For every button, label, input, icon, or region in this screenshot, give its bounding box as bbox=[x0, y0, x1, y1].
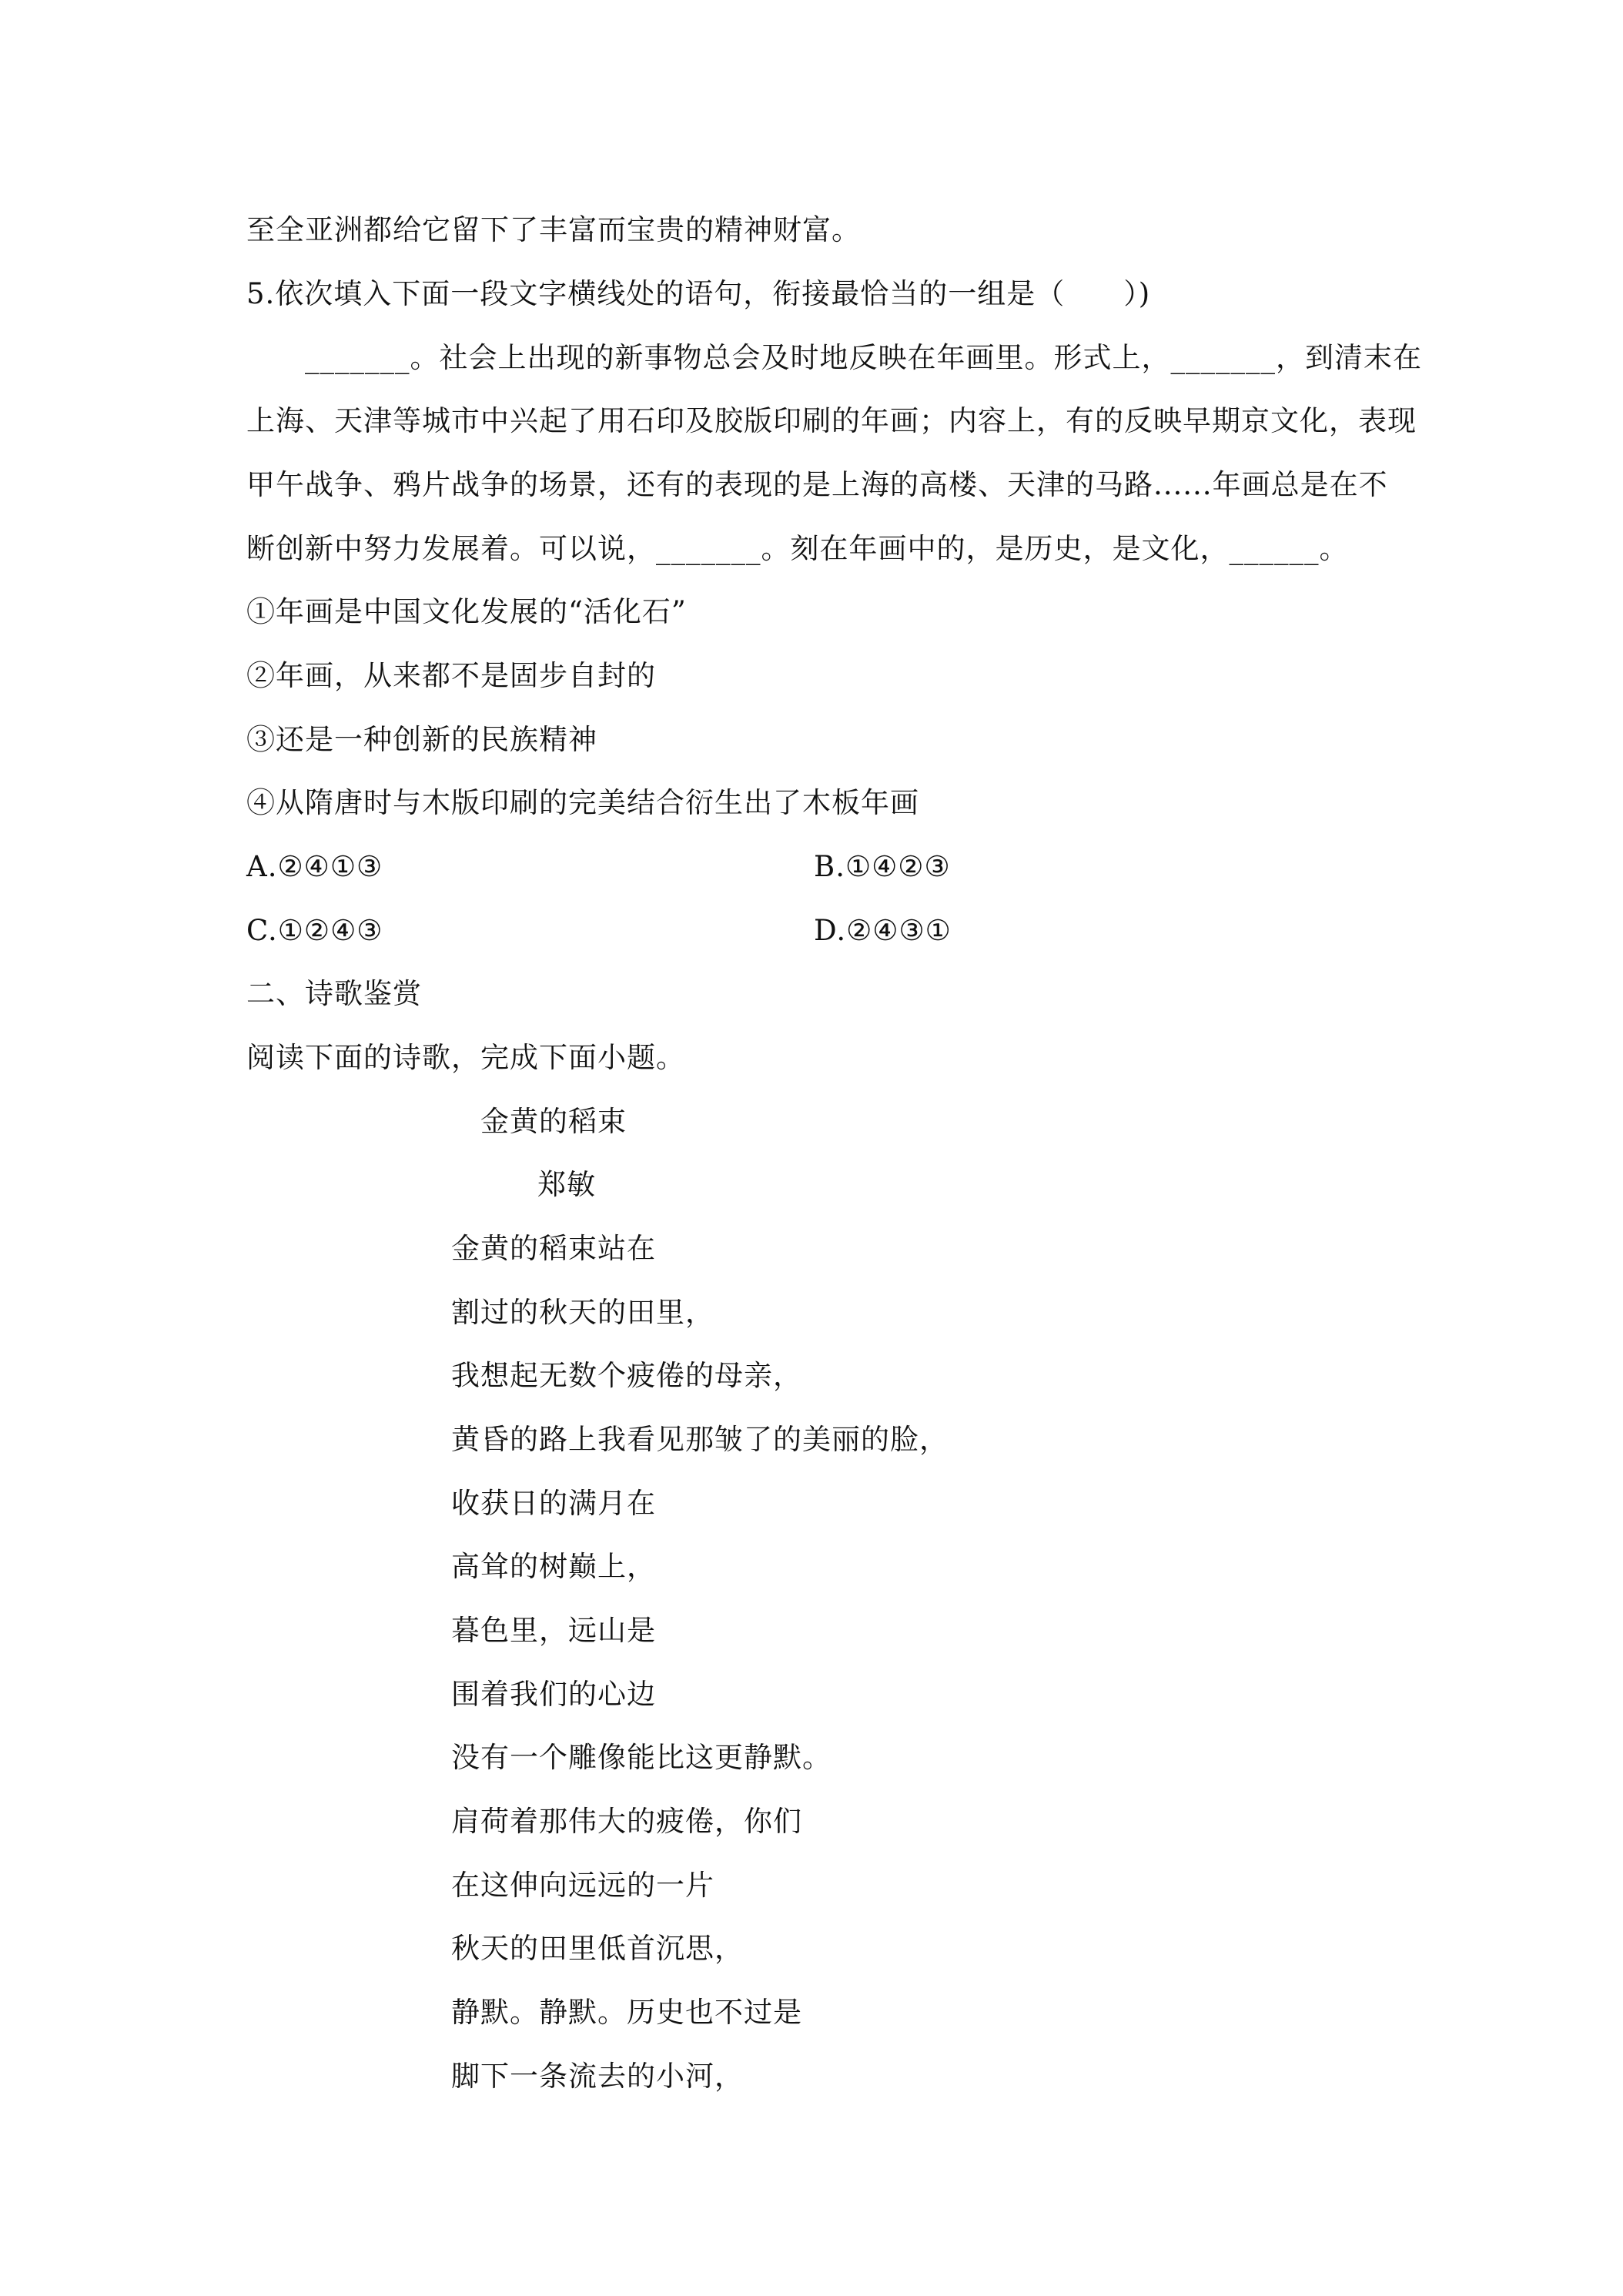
poem-line: 黄昏的路上我看见那皱了的美丽的脸， bbox=[451, 1423, 949, 1456]
poem-line: 秋天的田里低首沉思， bbox=[451, 1932, 744, 1965]
poem-line: 肩荷着那伟大的疲倦，你们 bbox=[451, 1805, 802, 1838]
poem-line: 暮色里，远山是 bbox=[451, 1614, 656, 1647]
poem-line: 金黄的稻束站在 bbox=[451, 1232, 656, 1265]
question-5-stem: 5.依次填入下面一段文字横线处的语句，衔接最恰当的一组是（ ）) bbox=[246, 277, 1151, 310]
poem-line: 围着我们的心边 bbox=[451, 1678, 656, 1711]
poem-line: 收获日的满月在 bbox=[451, 1487, 656, 1520]
option-b: B.①④②③ bbox=[814, 850, 951, 883]
statement-1: ①年画是中国文化发展的“活化石” bbox=[246, 595, 687, 628]
section-instruction: 阅读下面的诗歌，完成下面小题。 bbox=[246, 1041, 685, 1074]
continuation-text: 至全亚洲都给它留下了丰富而宝贵的精神财富。 bbox=[246, 213, 861, 246]
section-heading: 二、诗歌鉴赏 bbox=[246, 977, 422, 1010]
poem-line: 我想起无数个疲倦的母亲， bbox=[451, 1359, 802, 1392]
poem-line: 脚下一条流去的小河， bbox=[451, 2060, 744, 2093]
option-a: A.②④①③ bbox=[246, 850, 383, 883]
statement-4: ④从隋唐时与木版印刷的完美结合衍生出了木板年画 bbox=[246, 786, 919, 819]
passage-line: 上海、天津等城市中兴起了用石印及胶版印刷的年画；内容上，有的反映早期京文化，表现 bbox=[246, 404, 1417, 437]
statement-3: ③还是一种创新的民族精神 bbox=[246, 723, 597, 756]
poem-line: 静默。静默。历史也不过是 bbox=[451, 1996, 802, 2029]
passage-line: 断创新中努力发展着。可以说，_______。刻在年画中的，是历史，是文化，______。 bbox=[246, 532, 1349, 565]
poem-line: 没有一个雕像能比这更静默。 bbox=[451, 1741, 832, 1774]
option-d: D.②④③① bbox=[814, 914, 952, 947]
poem-line: 在这伸向远远的一片 bbox=[451, 1869, 714, 1902]
statement-2: ②年画，从来都不是固步自封的 bbox=[246, 659, 656, 692]
poem-line: 高耸的树巅上， bbox=[451, 1550, 656, 1583]
passage-line: 甲午战争、鸦片战争的场景，还有的表现的是上海的高楼、天津的马路......年画总是在不 bbox=[246, 468, 1388, 501]
poem-line: 割过的秋天的田里， bbox=[451, 1296, 714, 1329]
poem-title: 金黄的稻束 bbox=[480, 1105, 627, 1138]
poem-author: 郑敏 bbox=[537, 1168, 596, 1201]
option-c: C.①②④③ bbox=[246, 914, 383, 947]
passage-line: _______。社会上出现的新事物总会及时地反映在年画里。形式上，_______，到清末在 bbox=[305, 341, 1422, 374]
